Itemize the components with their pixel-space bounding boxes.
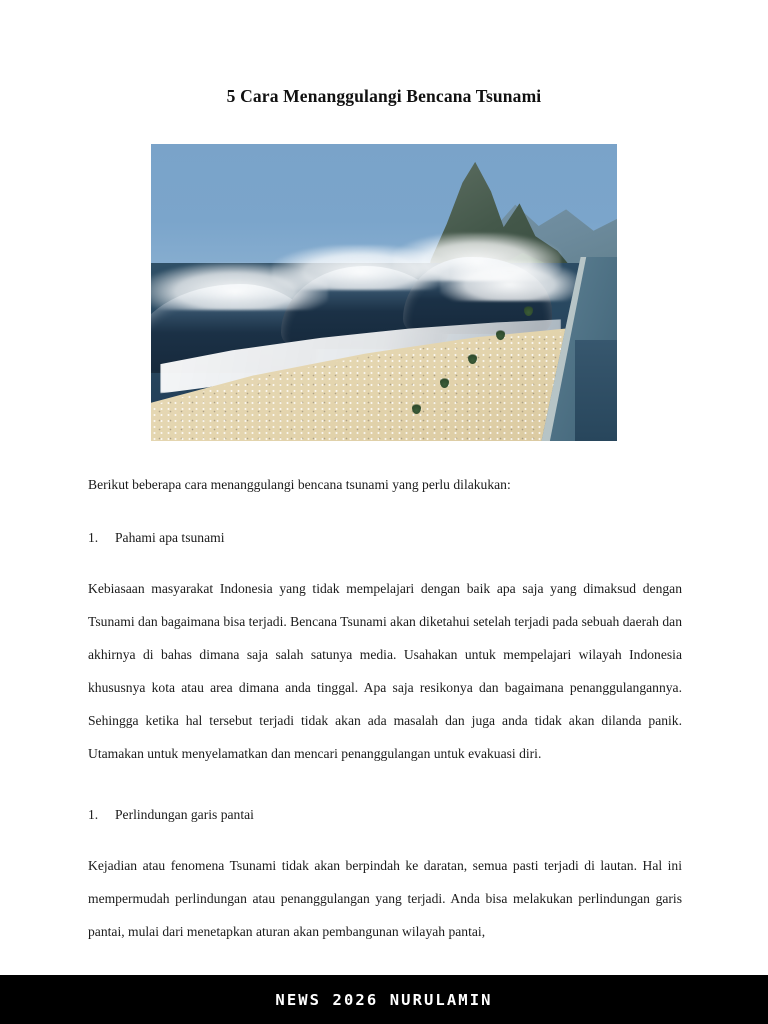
intro-paragraph: Berikut beberapa cara menanggulangi bencana tsunami yang perlu dilakukan: — [88, 477, 511, 492]
spacer — [88, 790, 682, 798]
list-item-label: Perlindungan garis pantai — [115, 807, 254, 822]
foam-spray-far-right — [440, 260, 580, 302]
list-item — [88, 521, 682, 554]
section-paragraph: Kebiasaan masyarakat Indonesia yang tidak mempelajari dengan baik apa saja yang dimaksud dengan Tsunami dan bagaimana bisa terjadi. Bencana Tsunami akan diketahui setelah terjadi pada sebuah daerah dan akhirnya di bahas dimana saja salah satunya media. Usahakan untuk mempelajari wilayah Indonesia khususnya kota atau area dimana anda tinggal. Apa saja resikonya dan bagaimana penanggulangannya. Sehingga ketika hal tersebut terjadi tidak akan ada masalah dan juga anda tidak akan dilanda panik. Utamakan untuk menyelamatkan dan mencari penanggulangan untuk evakuasi diri. — [88, 581, 682, 761]
palm-tree-icon — [468, 352, 477, 364]
list-item-label: Pahami apa tsunami — [115, 530, 225, 545]
right-water-edge — [575, 340, 617, 441]
spacer — [88, 513, 682, 521]
list-item-number: 1. — [88, 807, 99, 822]
photo-canvas — [151, 144, 617, 441]
palm-tree-icon — [496, 328, 505, 340]
tsunami-wave-beach-photo — [151, 144, 617, 441]
palm-tree-icon — [524, 304, 533, 316]
document-body — [88, 468, 682, 968]
footer-watermark-bar — [0, 975, 768, 1024]
section-paragraph: Kejadian atau fenomena Tsunami tidak akan berpindah ke daratan, semua pasti terjadi di lautan. Hal ini mempermudah perlindungan atau penanggulangan yang terjadi. Anda bisa melakukan perlindungan garis pantai, mulai dari menetapkan aturan akan pembangunan wilayah pantai, — [88, 858, 682, 939]
palm-tree-icon — [440, 376, 449, 388]
page-title: 5 Cara Menanggulangi Bencana Tsunami — [226, 86, 542, 106]
list-item-number: 1. — [88, 530, 99, 545]
list-item — [88, 798, 682, 831]
footer-watermark-text: NEWS 2026 NURULAMIN — [275, 990, 493, 1009]
